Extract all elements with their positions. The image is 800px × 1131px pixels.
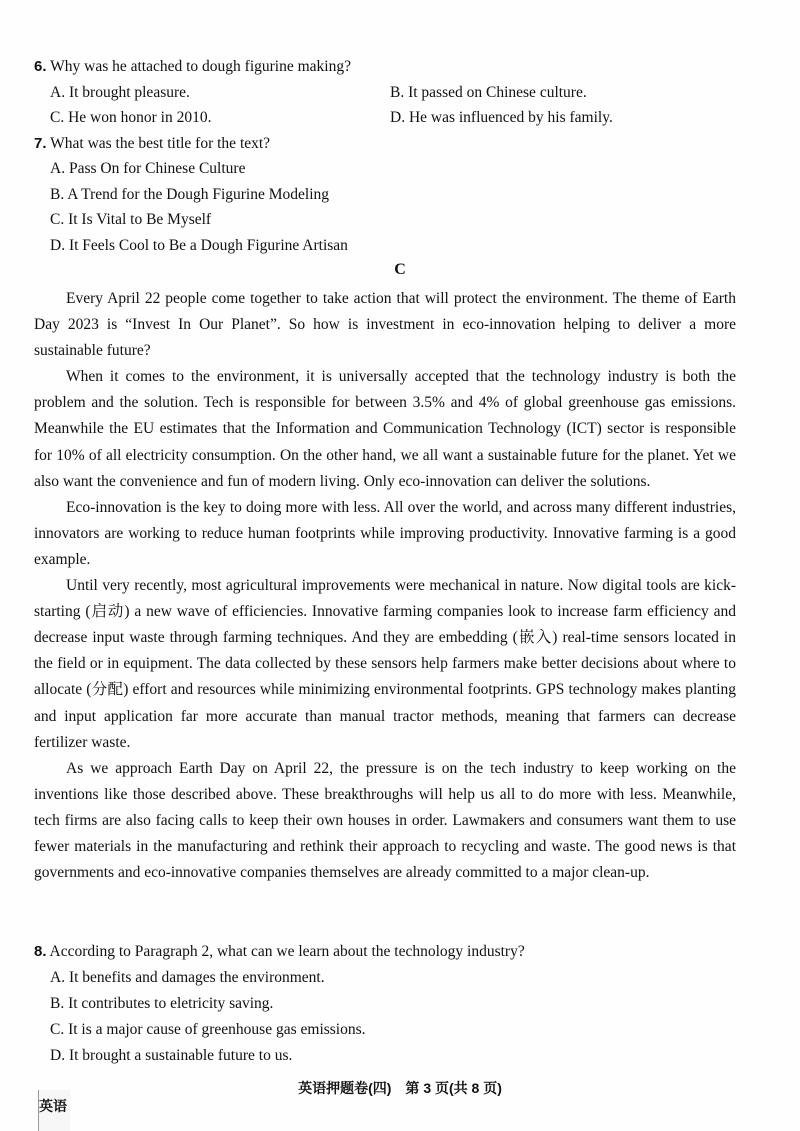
option: C. He won honor in 2010. xyxy=(50,109,212,126)
option: C. It Is Vital to Be Myself xyxy=(50,211,212,228)
question-8: 8. According to Paragraph 2, what can we learn about the technology industry? xyxy=(34,943,525,960)
subject-tab: 英语 xyxy=(38,1090,70,1131)
option: B. A Trend for the Dough Figurine Modeling xyxy=(50,186,330,203)
paragraph: Until very recently, most agricultural improvements were mechanical in nature. Now digital tools are kick-starting (启动) a new wave of efficiencies. Innovative farming companies look to increase farm efficiency and decrease input waste through farming techniques. And they are embedding (嵌入) real-time sensors located in the field or in equipment. The data collected by these sensors help farmers make better decisions about where to allocate (分配) effort and resources while minimizing environmental footprints. GPS technology makes planting and input application far more accurate than manual tractor methods, meaning that farmers can decrease fertilizer waste. xyxy=(34,577,736,751)
paragraph: Every April 22 people come together to take action that will protect the environment. The theme of Earth Day 2023 is “Invest In Our Planet”. So how is investment in eco-innovation helping to deliver a more sustainable future? xyxy=(34,290,736,360)
paragraph: When it comes to the environment, it is universally accepted that the technology industry is both the problem and the solution. Tech is responsible for between 3.5% and 4% of global greenhouse gas emissions. Meanwhile the EU estimates that the Information and Communication Technology (ICT) sector is responsible for 10% of all electricity consumption. On the other hand, we all want a sustainable future for the planet. Yet we also want the convenience and fun of modern living. Only eco-innovation can deliver the solutions. xyxy=(34,368,736,490)
question-6: 6. Why was he attached to dough figurine making? xyxy=(34,58,351,75)
question-stem: Why was he attached to dough figurine making? xyxy=(50,58,351,75)
option: A. It benefits and damages the environment. xyxy=(50,969,325,986)
paragraph: As we approach Earth Day on April 22, the pressure is on the tech industry to keep working on the inventions like those described above. These breakthroughs will help us all to do more with less. Meanwhile, tech firms are also facing calls to keep their own houses in order. Lawmakers and consumers want them to use fewer materials in the manufacturing and rethink their approach to recycling and waste. The good news is that governments and eco-innovative companies themselves are already committed to a major clean-up. xyxy=(34,759,736,882)
option: D. It brought a sustainable future to us. xyxy=(50,1047,293,1064)
question-7: 7. What was the best title for the text? xyxy=(34,135,271,152)
section-heading: C xyxy=(394,261,406,278)
option: C. It is a major cause of greenhouse gas emissions. xyxy=(50,1021,366,1038)
page-footer: 英语押题卷(四) 第 3 页(共 8 页) xyxy=(298,1080,502,1096)
option: D. He was influenced by his family. xyxy=(390,109,613,126)
reading-passage xyxy=(34,286,736,886)
paragraph: Eco-innovation is the key to doing more with less. All over the world, and across many different industries, innovators are working to reduce human footprints while improving productivity. Innovative farming is a good example. xyxy=(34,498,736,568)
question-stem: According to Paragraph 2, what can we learn about the technology industry? xyxy=(49,943,525,960)
option: A. It brought pleasure. xyxy=(50,84,190,101)
option: A. Pass On for Chinese Culture xyxy=(50,160,246,177)
option: B. It passed on Chinese culture. xyxy=(390,84,587,101)
question-stem: What was the best title for the text? xyxy=(50,135,271,152)
option: D. It Feels Cool to Be a Dough Figurine Artisan xyxy=(50,237,348,254)
option: B. It contributes to eletricity saving. xyxy=(50,995,274,1012)
